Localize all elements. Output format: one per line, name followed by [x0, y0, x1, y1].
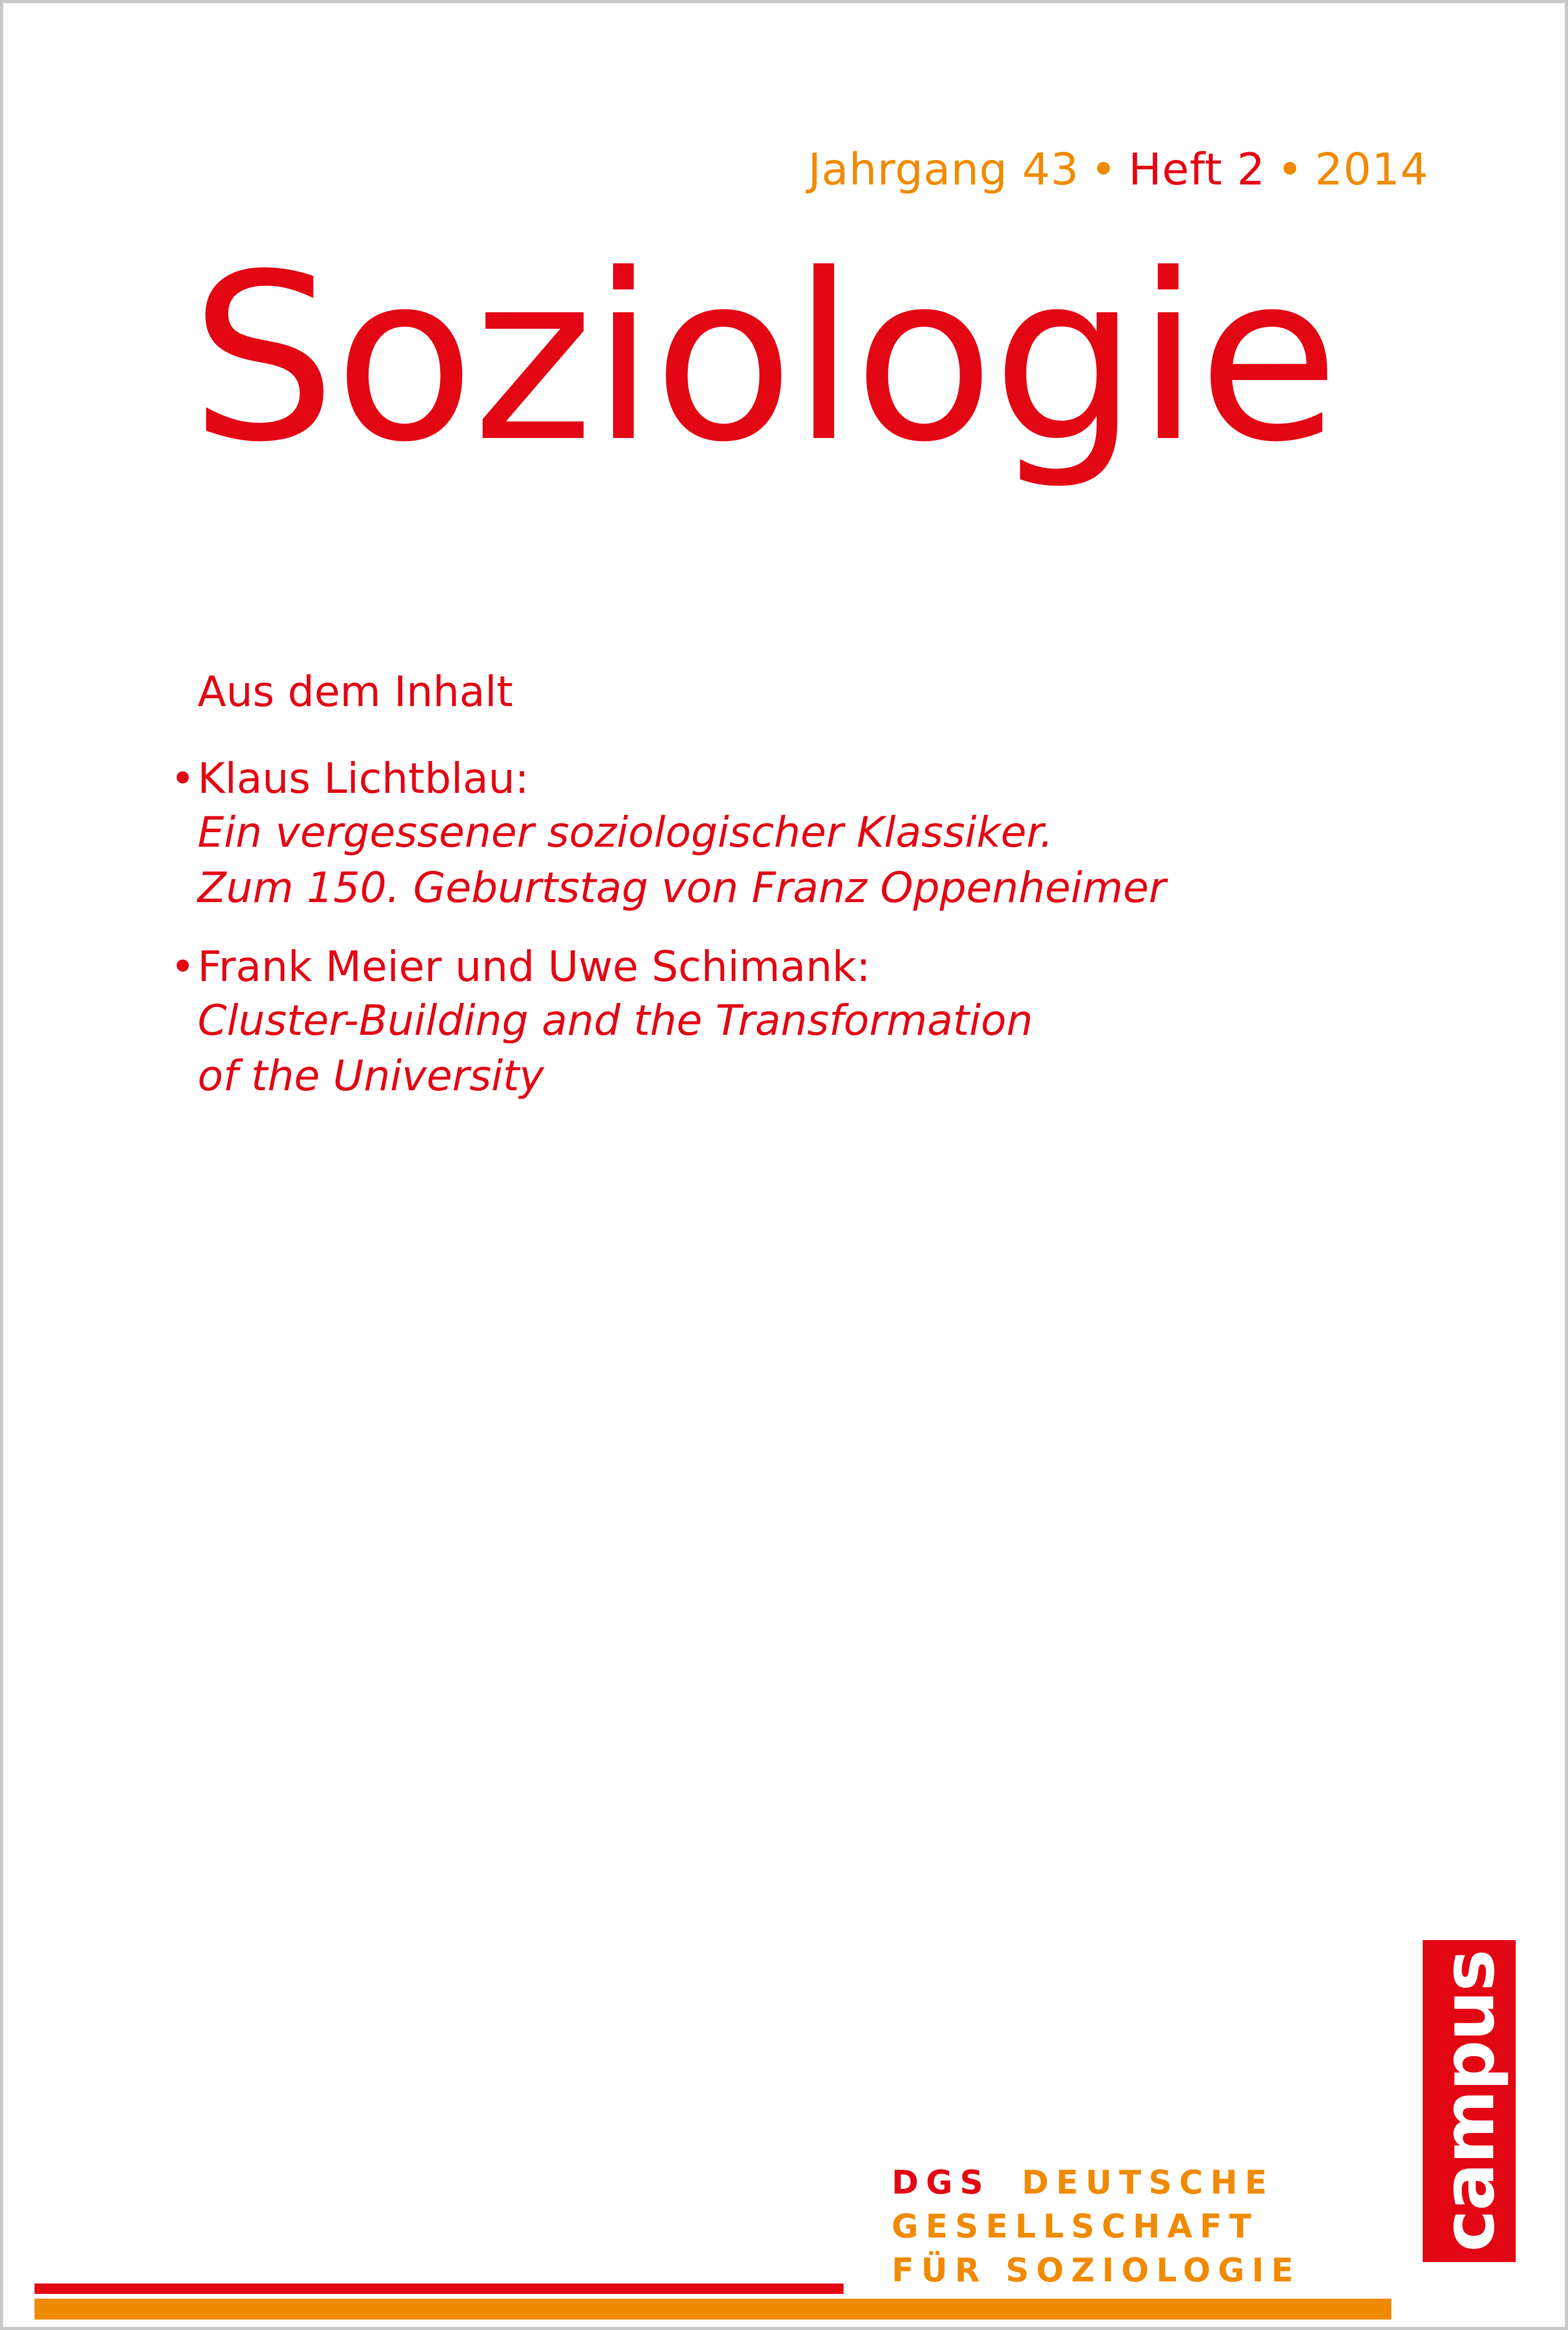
bullet-icon: • [170, 942, 195, 991]
society-name-line2: GESELLSCHAFT [892, 2207, 1259, 2245]
issue-line [808, 143, 1428, 195]
decorative-bar-orange [34, 2299, 1391, 2320]
society-name-line3: FÜR SOZIOLOGIE [892, 2251, 1301, 2289]
society-abbr: DGS [892, 2163, 991, 2201]
contents-entry [170, 753, 1400, 916]
decorative-bar-red [34, 2283, 844, 2294]
society-line [892, 2161, 1300, 2205]
entry-title-line: of the University [198, 1052, 544, 1100]
entry-author [170, 753, 1400, 805]
contents-heading: Aus dem Inhalt [198, 667, 513, 716]
journal-title: Soziologie [190, 225, 1338, 492]
volume-label: Jahrgang 43 [808, 144, 1079, 195]
contents-entry [170, 941, 1400, 1104]
issue-year: 2014 [1315, 144, 1429, 195]
table-of-contents [170, 666, 1400, 1129]
entry-title-line: Cluster-Building and the Transformation [198, 996, 1033, 1045]
entry-author [170, 941, 1400, 993]
entry-title-line: Zum 150. Geburtstag von Franz Oppenheimer [198, 863, 1166, 912]
author-name: Klaus Lichtblau: [198, 754, 529, 803]
issue-separator: • [1277, 144, 1304, 195]
issue-separator: • [1090, 144, 1117, 195]
society-logo [892, 2161, 1300, 2292]
issue-number: Heft 2 [1128, 144, 1266, 195]
entry-title-line: Ein vergessener soziologischer Klassiker. [198, 808, 1053, 857]
society-name-line1: DEUTSCHE [1022, 2163, 1274, 2201]
author-name: Frank Meier und Uwe Schimank: [198, 942, 871, 991]
campus-logo-text: campus [1428, 1950, 1511, 2252]
campus-logo [1423, 1940, 1516, 2262]
bullet-icon: • [170, 754, 195, 803]
